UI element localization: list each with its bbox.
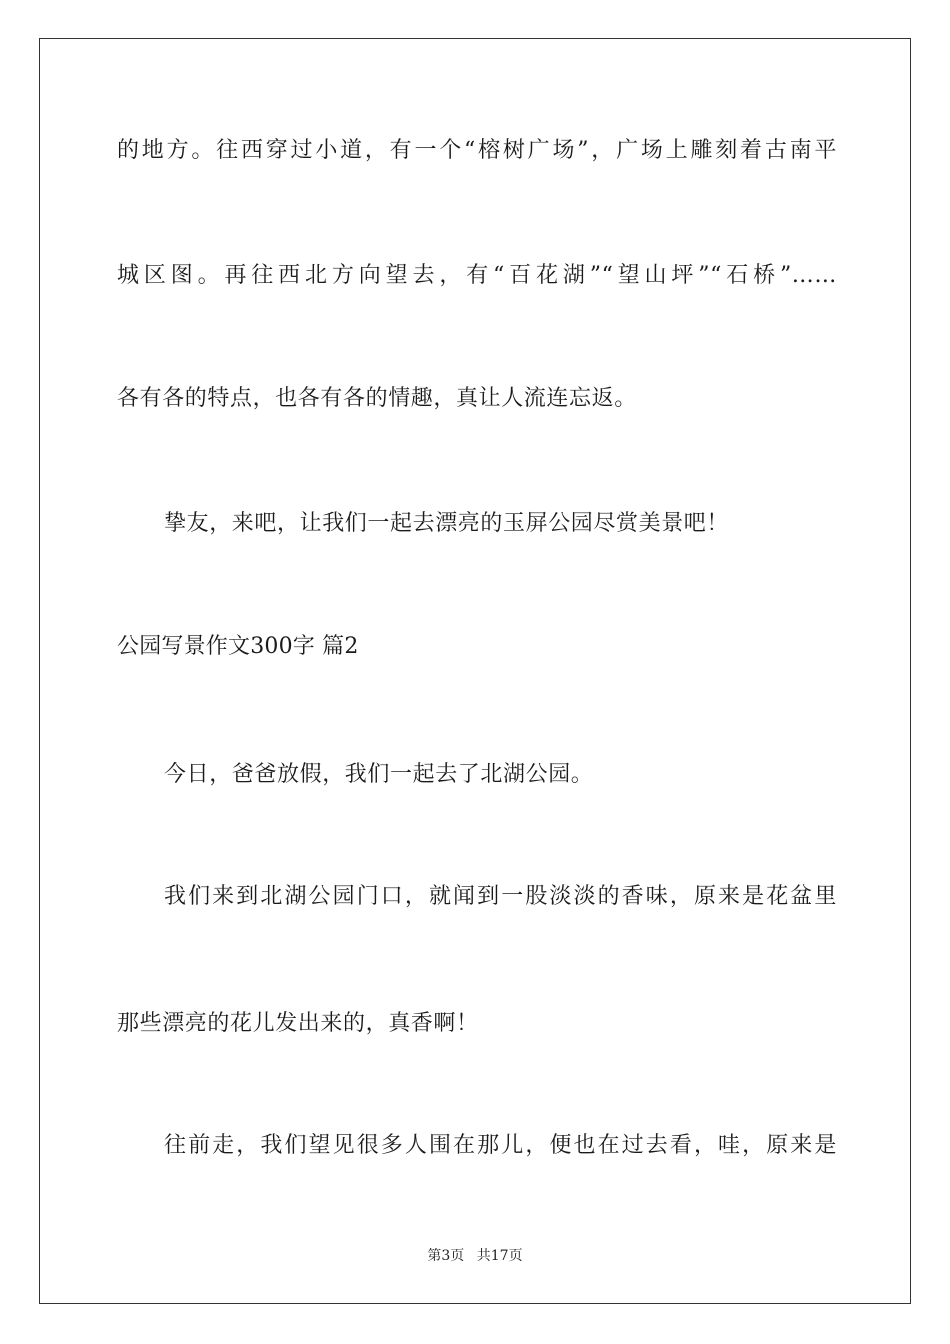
body-line-6: 我们来到北湖公园门口，就闻到一股淡淡的香味，原来是花盆里 [164, 884, 837, 909]
body-line-4: 挚友，来吧，让我们一起去漂亮的玉屏公园尽赏美景吧！ [164, 511, 730, 536]
body-line-3: 各有各的特点，也各有各的情趣，真让人流连忘返。 [117, 386, 637, 411]
body-line-7: 那些漂亮的花儿发出来的，真香啊！ [117, 1011, 479, 1036]
body-line-5: 今日，爸爸放假，我们一起去了北湖公园。 [164, 762, 594, 787]
section-heading: 公园写景作文300字 篇2 [117, 634, 359, 659]
body-line-2: 城区图。再往西北方向望去，有“百花湖”“望山坪”“石桥”…… [117, 263, 837, 288]
page-number-total: 共17页 [476, 1248, 523, 1264]
body-line-8: 往前走，我们望见很多人围在那儿，便也在过去看，哇，原来是 [164, 1133, 837, 1158]
page-footer [0, 1246, 950, 1266]
page-number-current: 第3页 [427, 1248, 465, 1264]
body-line-1: 的地方。往西穿过小道，有一个“榕树广场”，广场上雕刻着古南平 [117, 138, 837, 163]
page-border [39, 38, 911, 1304]
